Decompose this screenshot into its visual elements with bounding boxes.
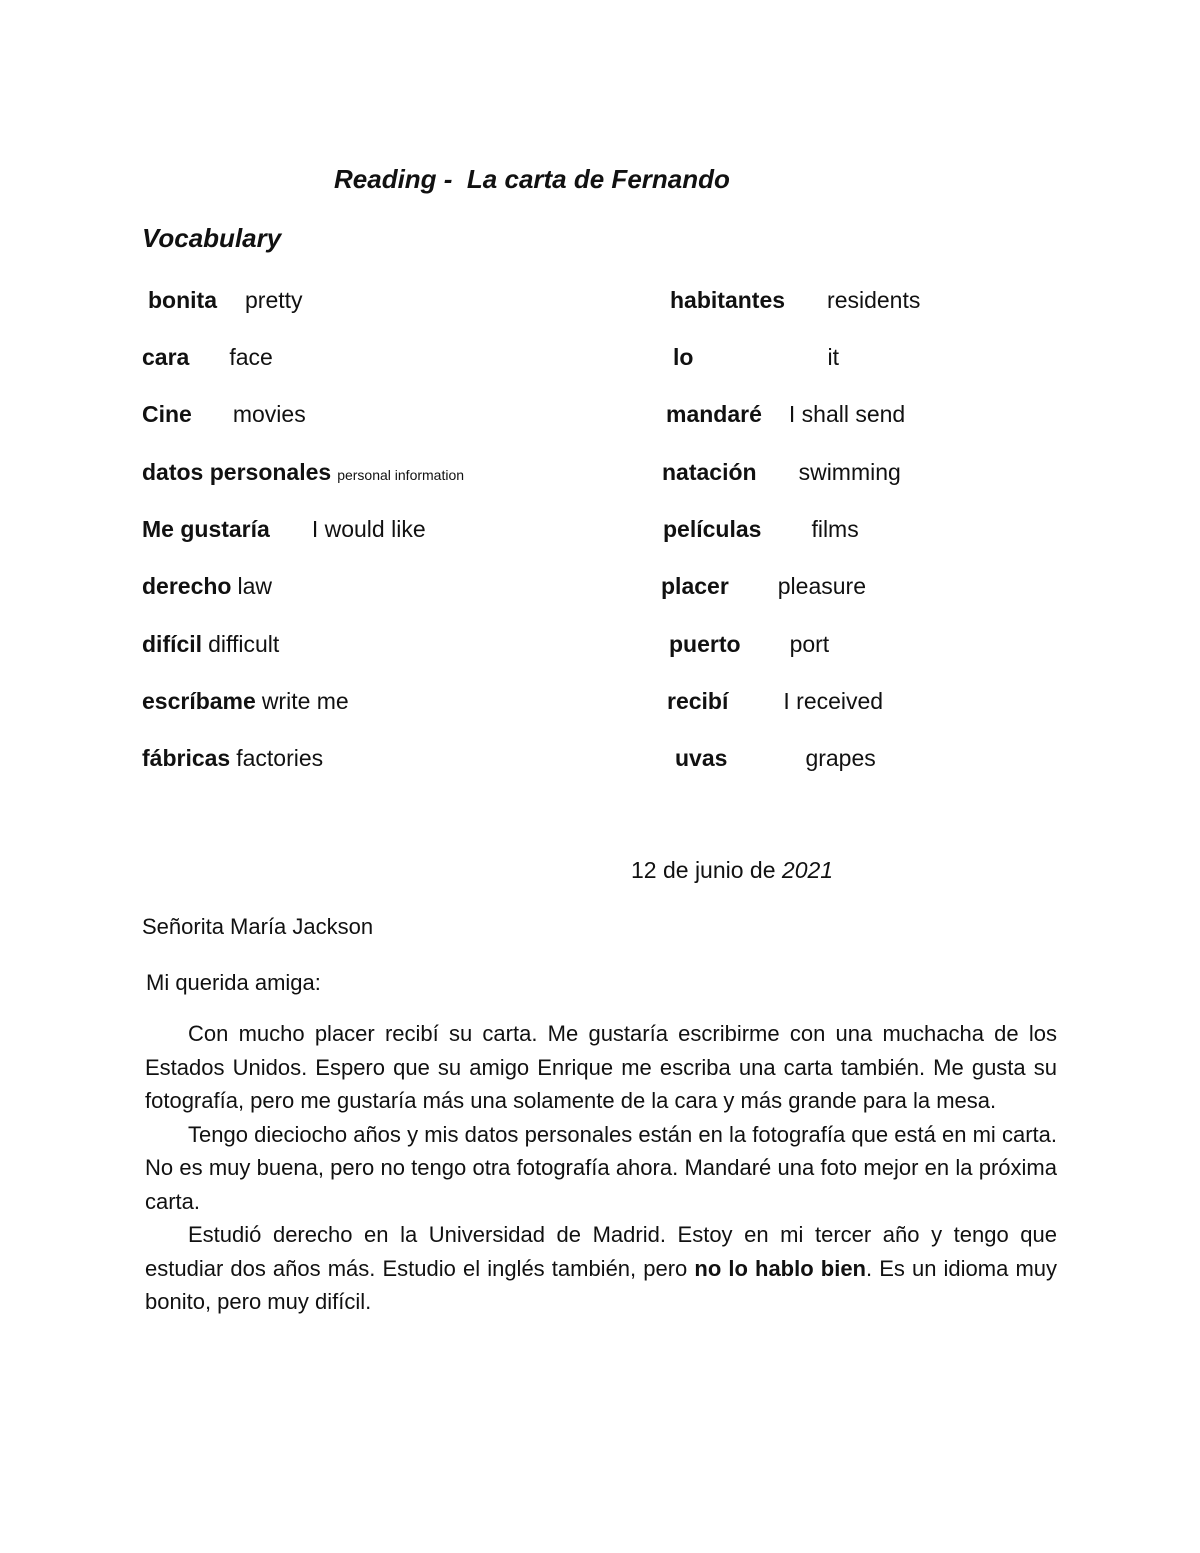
- letter-paragraph-3: [145, 1218, 1057, 1319]
- vocab-term: fábricas: [142, 745, 231, 771]
- letter-paragraph-2: Tengo dieciocho años y mis datos personales están en la fotografía que está en mi carta. No es muy buena, pero no tengo otra fotografía ahora. Mandaré una foto mejor en la próxima carta.: [145, 1121, 1057, 1214]
- vocab-right-8: [667, 686, 883, 716]
- vocab-translation: difficult: [208, 631, 280, 657]
- letter-body: [145, 1017, 1057, 1319]
- vocab-term: mandaré: [666, 401, 762, 427]
- vocab-right-3: [666, 399, 905, 429]
- vocab-term: lo: [673, 344, 694, 370]
- vocab-translation: face: [229, 344, 273, 370]
- vocab-left-2: [142, 342, 273, 372]
- vocab-translation: I would like: [311, 516, 426, 542]
- vocab-left-1: [148, 285, 303, 315]
- title-separator: -: [436, 164, 467, 194]
- letter-addressee: Señorita María Jackson: [142, 914, 374, 939]
- vocab-term: películas: [663, 516, 762, 542]
- letter-greeting: Mi querida amiga:: [146, 970, 321, 995]
- vocab-translation: personal information: [337, 467, 465, 483]
- vocab-term: natación: [662, 459, 757, 485]
- vocab-term: uvas: [675, 745, 728, 771]
- vocab-translation: grapes: [805, 745, 876, 771]
- vocab-translation: factories: [236, 745, 324, 771]
- vocab-left-6: [142, 571, 272, 601]
- date-year: 2021: [781, 857, 834, 883]
- vocab-term: puerto: [669, 631, 741, 657]
- vocab-right-5: [663, 514, 859, 544]
- vocab-left-3: [142, 399, 306, 429]
- vocab-left-5: [142, 514, 426, 544]
- vocab-right-1: [670, 285, 920, 315]
- vocab-translation: swimming: [798, 459, 901, 485]
- vocab-term: escríbame: [142, 688, 256, 714]
- vocab-term: derecho: [142, 573, 232, 599]
- vocab-left-7: [142, 629, 279, 659]
- vocab-translation: I shall send: [788, 401, 906, 427]
- vocab-translation: films: [811, 516, 859, 542]
- document-title: [334, 164, 730, 195]
- vocab-translation: law: [237, 573, 272, 599]
- vocab-right-7: [669, 629, 829, 659]
- letter-paragraph-1: Con mucho placer recibí su carta. Me gustaría escribirme con una muchacha de los Estados Unidos. Espero que su amigo Enrique me escriba una carta también. Me gusta su fotografía, pero me gustaría más una solamente de la cara y más grande para la mesa.: [145, 1021, 1057, 1113]
- letter-date: [631, 857, 833, 884]
- vocab-left-8: [142, 686, 349, 716]
- vocab-left-4: [142, 457, 464, 490]
- title-reading: Reading: [334, 164, 437, 194]
- vocab-term: datos personales: [142, 459, 332, 485]
- vocab-term: recibí: [667, 688, 729, 714]
- date-text: 12 de junio de: [631, 857, 782, 883]
- bold-phrase: no lo hablo bien: [694, 1255, 866, 1281]
- vocab-right-4: [662, 457, 901, 487]
- title-letter-name: La carta de Fernando: [466, 164, 730, 194]
- vocab-term: Cine: [142, 401, 192, 427]
- vocab-right-6: [661, 571, 866, 601]
- vocab-term: cara: [142, 344, 190, 370]
- vocab-term: placer: [661, 573, 729, 599]
- vocab-translation: pleasure: [777, 573, 866, 599]
- vocab-translation: pretty: [245, 287, 303, 313]
- vocab-left-9: [142, 743, 323, 773]
- vocab-translation: port: [789, 631, 830, 657]
- vocab-translation: it: [827, 344, 839, 370]
- vocab-term: difícil: [142, 631, 203, 657]
- vocab-translation: write me: [261, 688, 349, 714]
- vocabulary-heading: Vocabulary: [142, 223, 282, 253]
- vocab-translation: movies: [232, 401, 306, 427]
- vocab-translation: residents: [827, 287, 921, 313]
- vocab-right-9: [675, 743, 876, 773]
- vocab-term: Me gustaría: [142, 516, 270, 542]
- vocab-term: bonita: [148, 287, 217, 313]
- vocab-translation: I received: [783, 688, 884, 714]
- vocab-right-2: [673, 342, 839, 372]
- vocab-term: habitantes: [670, 287, 786, 313]
- paragraph-text: . Es un idioma muy bonito, pero muy difícil.: [145, 1255, 1058, 1314]
- paragraph-text: Estudió derecho en la Universidad de Madrid. Estoy en mi tercer año y tengo que estudiar dos años más. Estudio el inglés también, pero: [145, 1222, 1057, 1281]
